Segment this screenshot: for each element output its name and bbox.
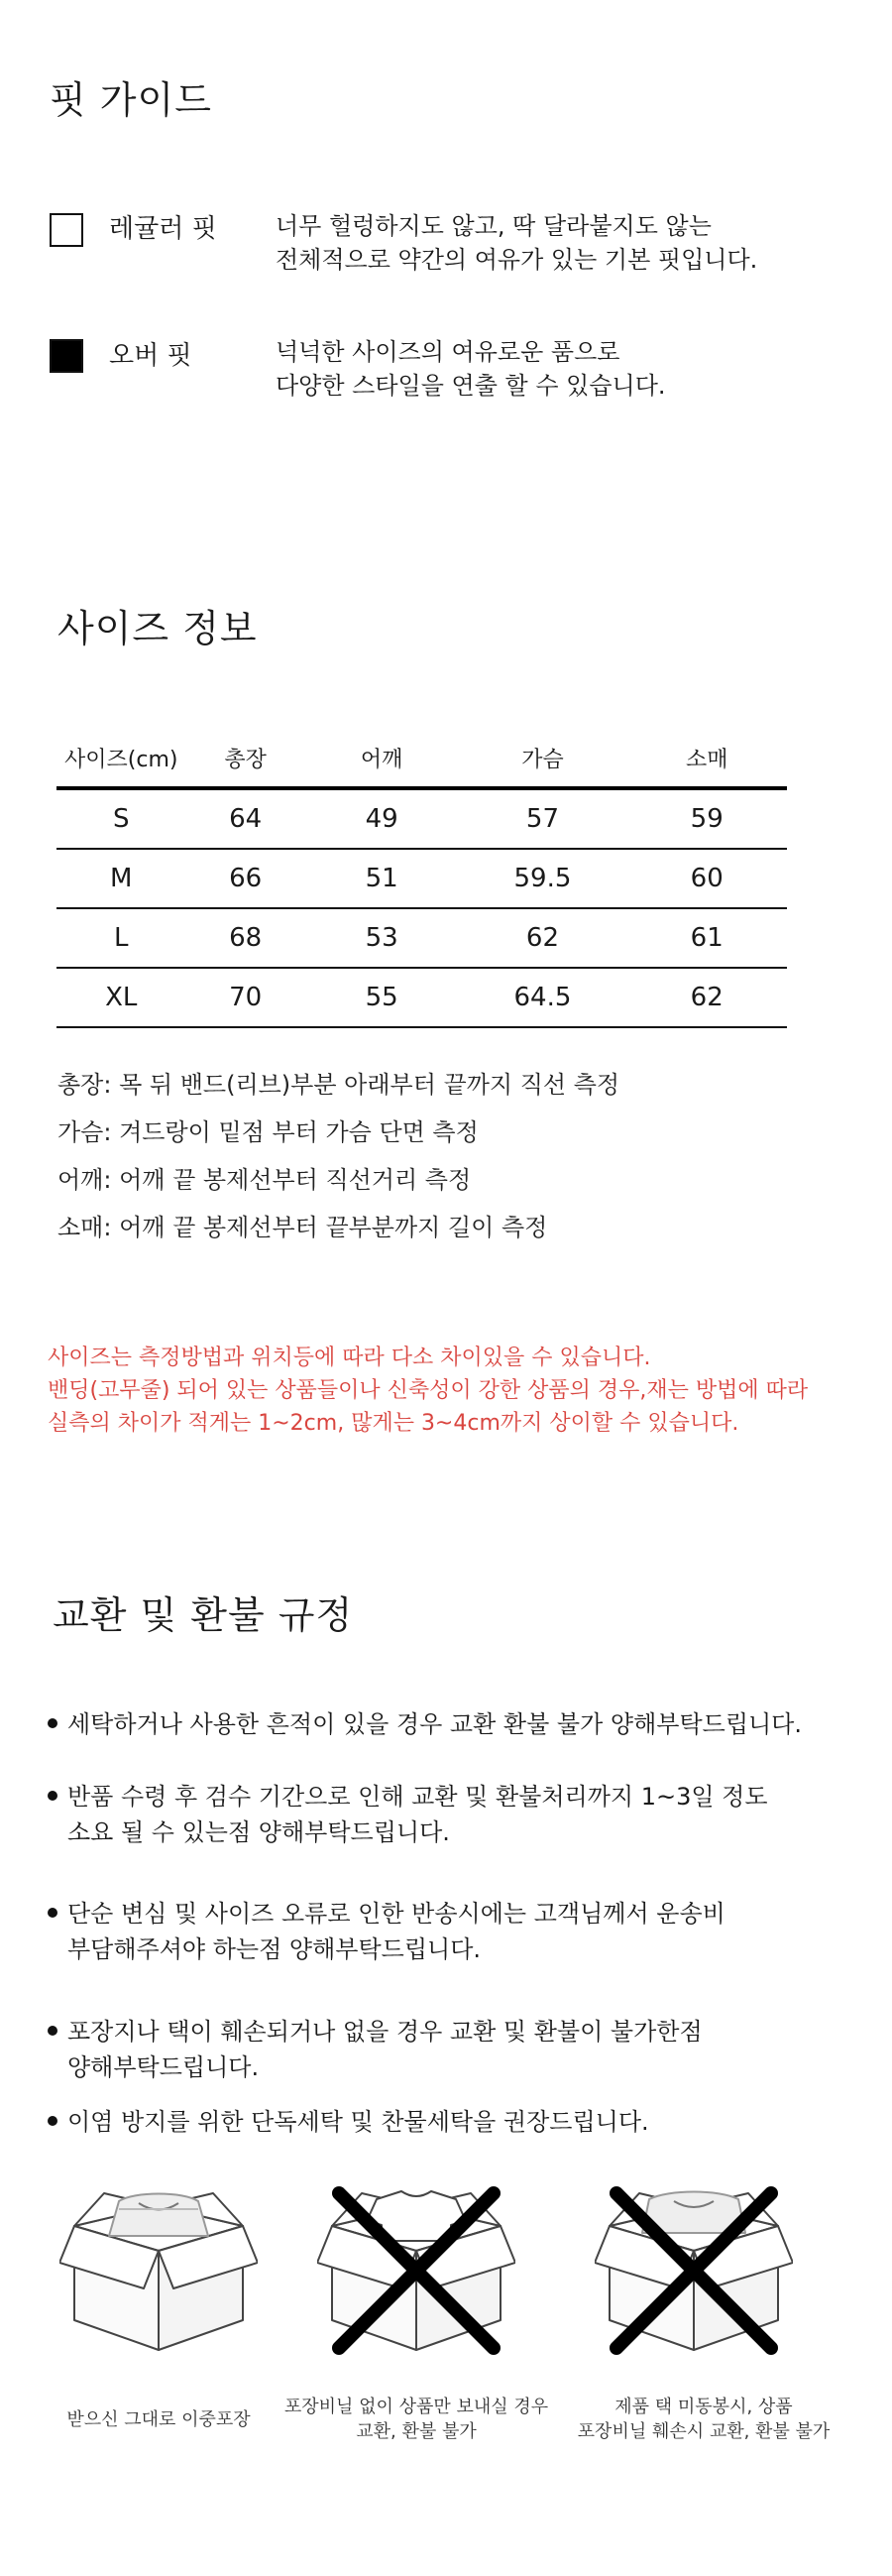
size-info-title: 사이즈 정보 bbox=[57, 607, 258, 650]
regular-fit-swatch bbox=[50, 213, 83, 247]
table-row bbox=[56, 908, 787, 968]
caption-no-packaging bbox=[268, 2395, 565, 2444]
table-row bbox=[56, 788, 787, 849]
sleeve-cell: 60 bbox=[626, 849, 787, 908]
over-fit-swatch bbox=[50, 339, 83, 373]
note-sleeve: 소매: 어깨 끝 봉제선부터 끝부분까지 길이 측정 bbox=[57, 1214, 548, 1241]
measurement-notes bbox=[57, 1061, 619, 1251]
damaged-tag-box-icon bbox=[595, 2181, 793, 2360]
size-table bbox=[56, 729, 787, 1028]
sleeve-cell: 59 bbox=[626, 788, 787, 849]
note-shoulder: 어깨: 어깨 끝 봉제선부터 직선거리 측정 bbox=[57, 1166, 472, 1194]
size-cell: M bbox=[56, 849, 186, 908]
rule-item bbox=[48, 2104, 649, 2140]
note-chest: 가슴: 겨드랑이 밑점 부터 가슴 단면 측정 bbox=[57, 1118, 479, 1146]
rule-text: 세탁하거나 사용한 흔적이 있을 경우 교환 환불 불가 양해부탁드립니다. bbox=[67, 1710, 802, 1738]
table-row bbox=[56, 968, 787, 1027]
length-cell: 66 bbox=[186, 849, 305, 908]
length-cell: 68 bbox=[186, 908, 305, 968]
header-sleeve: 소매 bbox=[626, 729, 787, 788]
over-fit-label: 오버 핏 bbox=[109, 341, 192, 371]
bullet-icon bbox=[48, 1791, 57, 1801]
chest-cell: 57 bbox=[459, 788, 627, 849]
header-length: 총장 bbox=[186, 729, 305, 788]
sleeve-cell: 62 bbox=[626, 968, 787, 1027]
regular-fit-label: 레귤러 핏 bbox=[109, 214, 217, 244]
caption-line1: 받으신 그대로 이중포장 bbox=[66, 2409, 251, 2430]
chest-cell: 62 bbox=[459, 908, 627, 968]
rule-text: 이염 방지를 위한 단독세탁 및 찬물세탁을 권장드립니다. bbox=[67, 2108, 649, 2136]
chest-cell: 64.5 bbox=[459, 968, 627, 1027]
over-fit-desc-line2: 다양한 스타일을 연출 할 수 있습니다. bbox=[276, 372, 666, 400]
shoulder-cell: 55 bbox=[305, 968, 459, 1027]
header-shoulder: 어깨 bbox=[305, 729, 459, 788]
caption-line2: 포장비닐 훼손시 교환, 환불 불가 bbox=[577, 2421, 831, 2442]
bullet-icon bbox=[48, 1908, 57, 1918]
shoulder-cell: 53 bbox=[305, 908, 459, 968]
rule-text: 반품 수령 후 검수 기간으로 인해 교환 및 환불처리까지 1~3일 정도 bbox=[67, 1783, 768, 1811]
rule-text-cont: 부담해주셔야 하는점 양해부탁드립니다. bbox=[67, 1935, 482, 1963]
caption-line1: 제품 택 미동봉시, 상품 bbox=[614, 2397, 793, 2417]
sleeve-cell: 61 bbox=[626, 908, 787, 968]
warning-line1: 사이즈는 측정방법과 위치등에 따라 다소 차이있을 수 있습니다. bbox=[48, 1346, 651, 1370]
caption-double-pack bbox=[20, 2407, 297, 2432]
bullet-icon bbox=[48, 2026, 57, 2036]
caption-line1: 포장비닐 없이 상품만 보내실 경우 bbox=[283, 2397, 549, 2417]
size-cell: XL bbox=[56, 968, 186, 1027]
length-cell: 64 bbox=[186, 788, 305, 849]
chest-cell: 59.5 bbox=[459, 849, 627, 908]
rule-item bbox=[48, 1779, 768, 1850]
regular-fit-desc-line1: 너무 헐렁하지도 않고, 딱 달라붙지도 않는 bbox=[276, 212, 712, 240]
rule-text: 포장지나 택이 훼손되거나 없을 경우 교환 및 환불이 불가한점 bbox=[67, 2018, 703, 2046]
bullet-icon bbox=[48, 1718, 57, 1728]
header-chest: 가슴 bbox=[459, 729, 627, 788]
over-fit-desc-line1: 넉넉한 사이즈의 여유로운 품으로 bbox=[276, 338, 620, 366]
size-cell: L bbox=[56, 908, 186, 968]
warning-line2: 밴딩(고무줄) 되어 있는 상품들이나 신축성이 강한 상품의 경우,재는 방법에 따라 bbox=[48, 1378, 809, 1403]
no-packaging-box-icon bbox=[317, 2181, 515, 2360]
warning-line3: 실측의 차이가 적게는 1~2cm, 많게는 3~4cm까지 상이할 수 있습니다. bbox=[48, 1411, 739, 1436]
size-warning bbox=[48, 1342, 808, 1440]
refund-title: 교환 및 환불 규정 bbox=[53, 1593, 354, 1637]
regular-fit-description bbox=[276, 209, 757, 277]
rule-item bbox=[48, 2014, 703, 2085]
header-size: 사이즈(cm) bbox=[56, 729, 186, 788]
caption-line2: 교환, 환불 불가 bbox=[356, 2421, 477, 2442]
table-row bbox=[56, 849, 787, 908]
over-fit-description bbox=[276, 335, 666, 403]
rule-text: 단순 변심 및 사이즈 오류로 인한 반송시에는 고객님께서 운송비 bbox=[67, 1900, 725, 1928]
regular-fit-desc-line2: 전체적으로 약간의 여유가 있는 기본 핏입니다. bbox=[276, 246, 758, 274]
note-length: 총장: 목 뒤 밴드(리브)부분 아래부터 끝까지 직선 측정 bbox=[57, 1071, 620, 1099]
size-cell: S bbox=[56, 788, 186, 849]
rule-item bbox=[48, 1896, 725, 1967]
size-table-header bbox=[56, 729, 787, 788]
rule-item bbox=[48, 1706, 802, 1742]
caption-damaged-tag bbox=[555, 2395, 852, 2444]
fit-guide-title: 핏 가이드 bbox=[50, 78, 212, 122]
double-packed-box-icon bbox=[59, 2181, 258, 2360]
shoulder-cell: 51 bbox=[305, 849, 459, 908]
bullet-icon bbox=[48, 2116, 57, 2126]
length-cell: 70 bbox=[186, 968, 305, 1027]
rule-text-cont: 양해부탁드립니다. bbox=[67, 2053, 260, 2081]
rule-text-cont: 소요 될 수 있는점 양해부탁드립니다. bbox=[67, 1818, 450, 1846]
shoulder-cell: 49 bbox=[305, 788, 459, 849]
